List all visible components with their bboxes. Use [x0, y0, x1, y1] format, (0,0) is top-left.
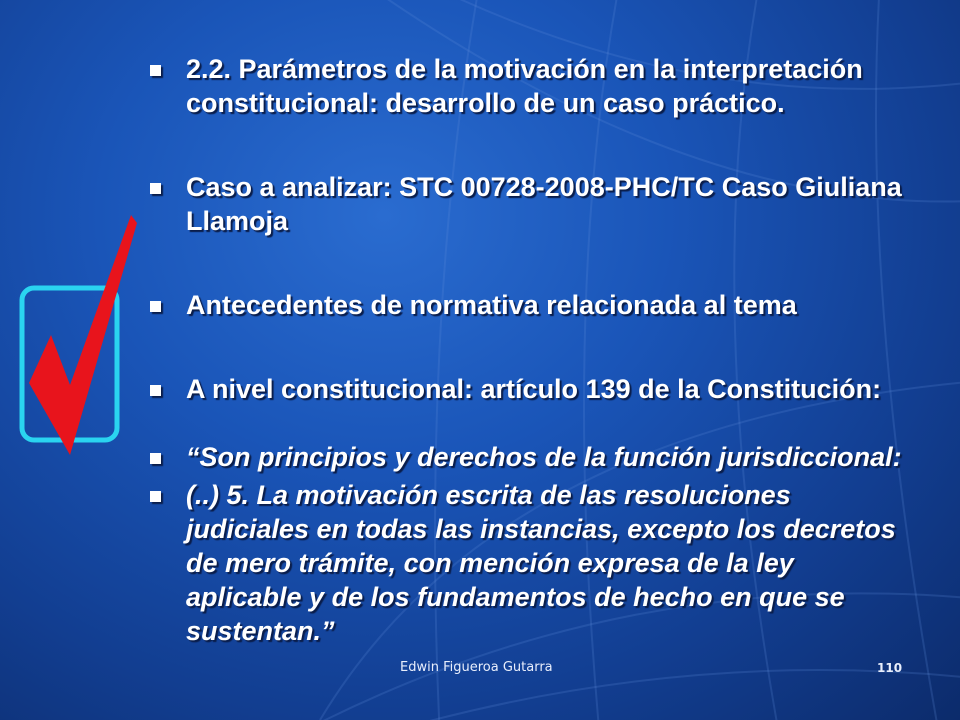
- bullet-text: A nivel constitucional: artículo 139 de la Constitución:: [186, 374, 882, 404]
- bullet-item-antecedents: [150, 288, 910, 322]
- bullet-item-quote-intro: [150, 440, 910, 474]
- square-bullet-icon: [150, 491, 161, 502]
- bullet-text: (..) 5. La motivación escrita de las resoluciones judiciales en todas las instancias, excepto los decretos de mero trámite, con mención expresa de la ley aplicable y de los fundamentos de hecho en que se sustentan.”: [186, 480, 896, 646]
- bullet-text: Caso a analizar: STC 00728-2008-PHC/TC Caso Giuliana Llamoja: [186, 172, 902, 236]
- bullet-list: [150, 52, 910, 648]
- bullet-text: “Son principios y derechos de la función jurisdiccional:: [186, 442, 902, 472]
- page-number: 110: [877, 661, 903, 675]
- square-bullet-icon: [150, 453, 161, 464]
- footer-author: Edwin Figueroa Gutarra: [400, 660, 553, 675]
- bullet-item-section-title: [150, 52, 910, 120]
- square-bullet-icon: [150, 385, 161, 396]
- bullet-text: 2.2. Parámetros de la motivación en la interpretación constitucional: desarrollo de un caso práctico.: [186, 54, 863, 118]
- checkbox-checkmark-icon: [15, 205, 140, 465]
- square-bullet-icon: [150, 65, 161, 76]
- bullet-item-quote-body: [150, 478, 910, 648]
- bullet-text: Antecedentes de normativa relacionada al tema: [186, 290, 797, 320]
- square-bullet-icon: [150, 183, 161, 194]
- square-bullet-icon: [150, 301, 161, 312]
- bullet-item-case: [150, 170, 910, 238]
- bullet-item-constitutional-level: [150, 372, 910, 406]
